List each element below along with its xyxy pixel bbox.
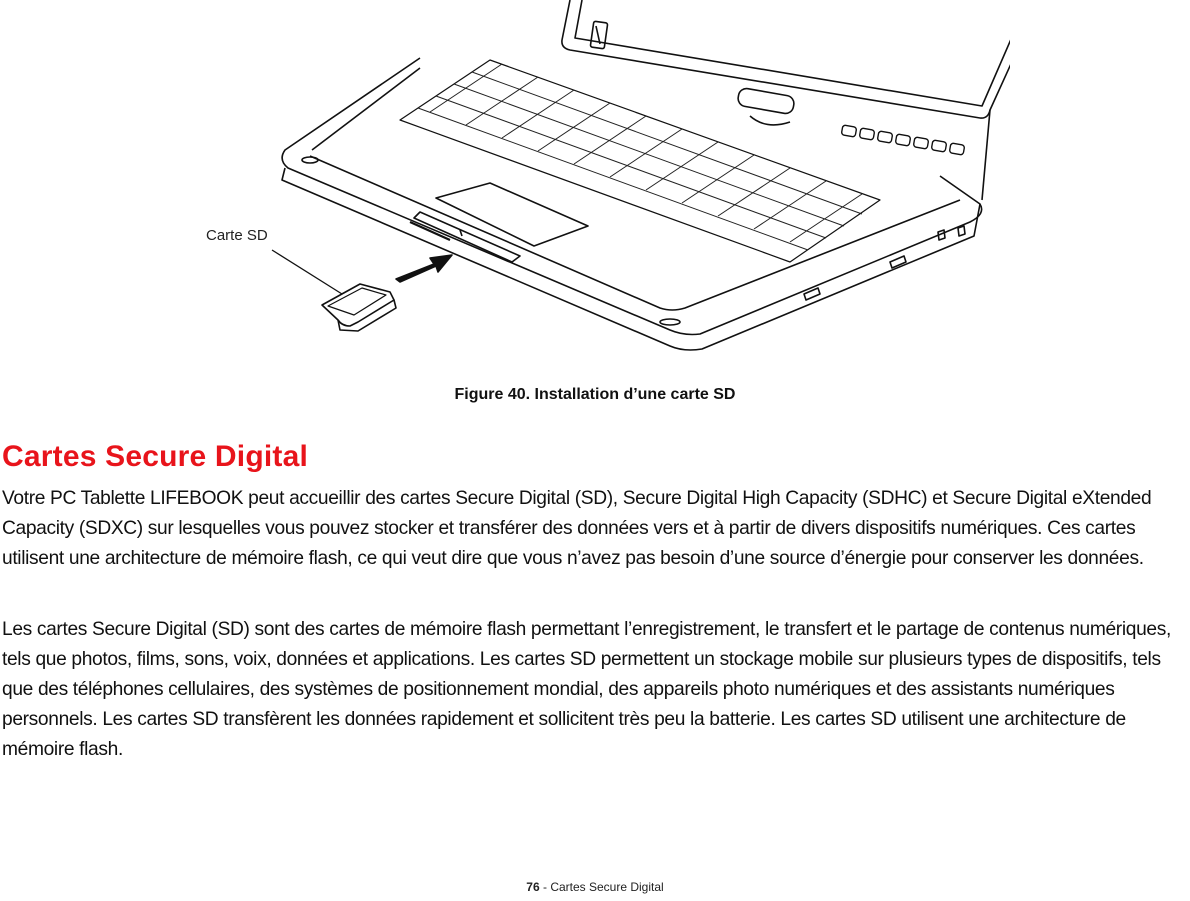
laptop-base <box>282 58 982 350</box>
body-paragraph-1: Votre PC Tablette LIFEBOOK peut accueillir des cartes Secure Digital (SD), Secure Digital High Capacity (SDHC) et Secure Digital eXtended Capacity (SDXC) sur lesquelles vous pouvez stocker et transférer des données vers et à partir de divers dispositifs numériques. Ces cartes utilisent une architecture de mémoire flash, ce qui veut dire que vous n’avez pas besoin d’une source d’énergie pour conserver les données. <box>2 488 1152 569</box>
body-paragraph-2: Les cartes Secure Digital (SD) sont des cartes de mémoire flash permettant l’enregistrement, le transfert et le partage de contenus numériques, tels que photos, films, sons, voix, données et applications. Les cartes SD permettent un stockage mobile sur plusieurs types de dispositifs, tels que des téléphones cellulaires, des systèmes de positionnement mondial, des appareils photo numériques et des assistants numériques personnels. Les cartes SD transfèrent les données rapidement et sollicitent très peu la batterie. Les cartes SD utilisent une architecture de mémoire flash. <box>2 619 1171 760</box>
page-number: 76 <box>526 880 540 894</box>
sd-card-callout-label: Carte SD <box>206 227 268 244</box>
sd-card-icon <box>322 284 396 331</box>
section-heading: Cartes Secure Digital <box>2 440 308 473</box>
page-footer <box>0 880 1190 894</box>
insertion-arrow <box>396 255 452 282</box>
footer-separator: - <box>539 880 551 894</box>
figure-caption: Figure 40. Installation d’une carte SD <box>454 386 736 403</box>
footer-section-name: Cartes Secure Digital <box>550 880 664 894</box>
laptop-illustration <box>190 0 1010 370</box>
laptop-screen <box>562 0 1010 200</box>
callout-leader-line <box>272 250 342 294</box>
